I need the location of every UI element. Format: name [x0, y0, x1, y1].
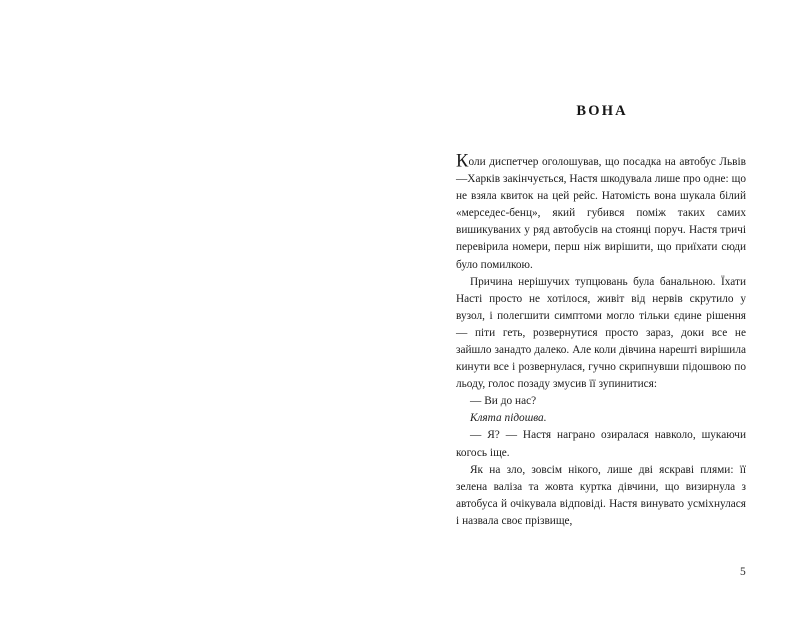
paragraph-body: Причина нерішучих тупцювань була банальною. Їхати Насті просто не хотілося, живіт від нервів скрутило у вузол, і полегшити симптоми могло тільки єдине рішення — піти геть, розвернутися просто зараз, доки все не зайшло занадто далеко. Але коли дівчина нарешті вирішила кинути все і розвернулася, гучно скрипнувши підошвою по льоду, голос позаду змусив її зупинитися:	[456, 275, 746, 391]
paragraph-body: Як на зло, зовсім нікого, лише дві яскраві плями: її зелена валіза та жовта куртка дівчини, що визирнула з автобуса й очікувала відповіді. Настя винувато усміхнулася і назвала своє прізвище,	[456, 463, 746, 527]
page-number: 5	[740, 566, 746, 578]
paragraph-opening-text: оли диспетчер оголошував, що посадка на автобус Львів—Харків закінчується, Настя шкодувала лише про одне: що не взяла квиток на цей рейс. Натомість вона шукала білий «мерседес-бенц», який губився поміж таких самих вишикуваних у ряд автобусів на стоянці поруч. Настя тричі перевірила номери, перш ніж вирішити, що приїхати сюди було помилкою.	[456, 155, 746, 271]
text-column	[456, 104, 746, 530]
paragraph-dialogue: — Ви до нас?	[470, 395, 537, 408]
chapter-title: ВОНА	[576, 103, 628, 119]
paragraph-dialogue: — Я? — Настя награно озиралася навколо, шукаючи когось іще.	[456, 429, 746, 459]
paragraph-italic-aside: Клята підошва.	[470, 412, 547, 425]
paragraph-opening	[456, 151, 746, 274]
initial-cap: К	[456, 151, 469, 172]
